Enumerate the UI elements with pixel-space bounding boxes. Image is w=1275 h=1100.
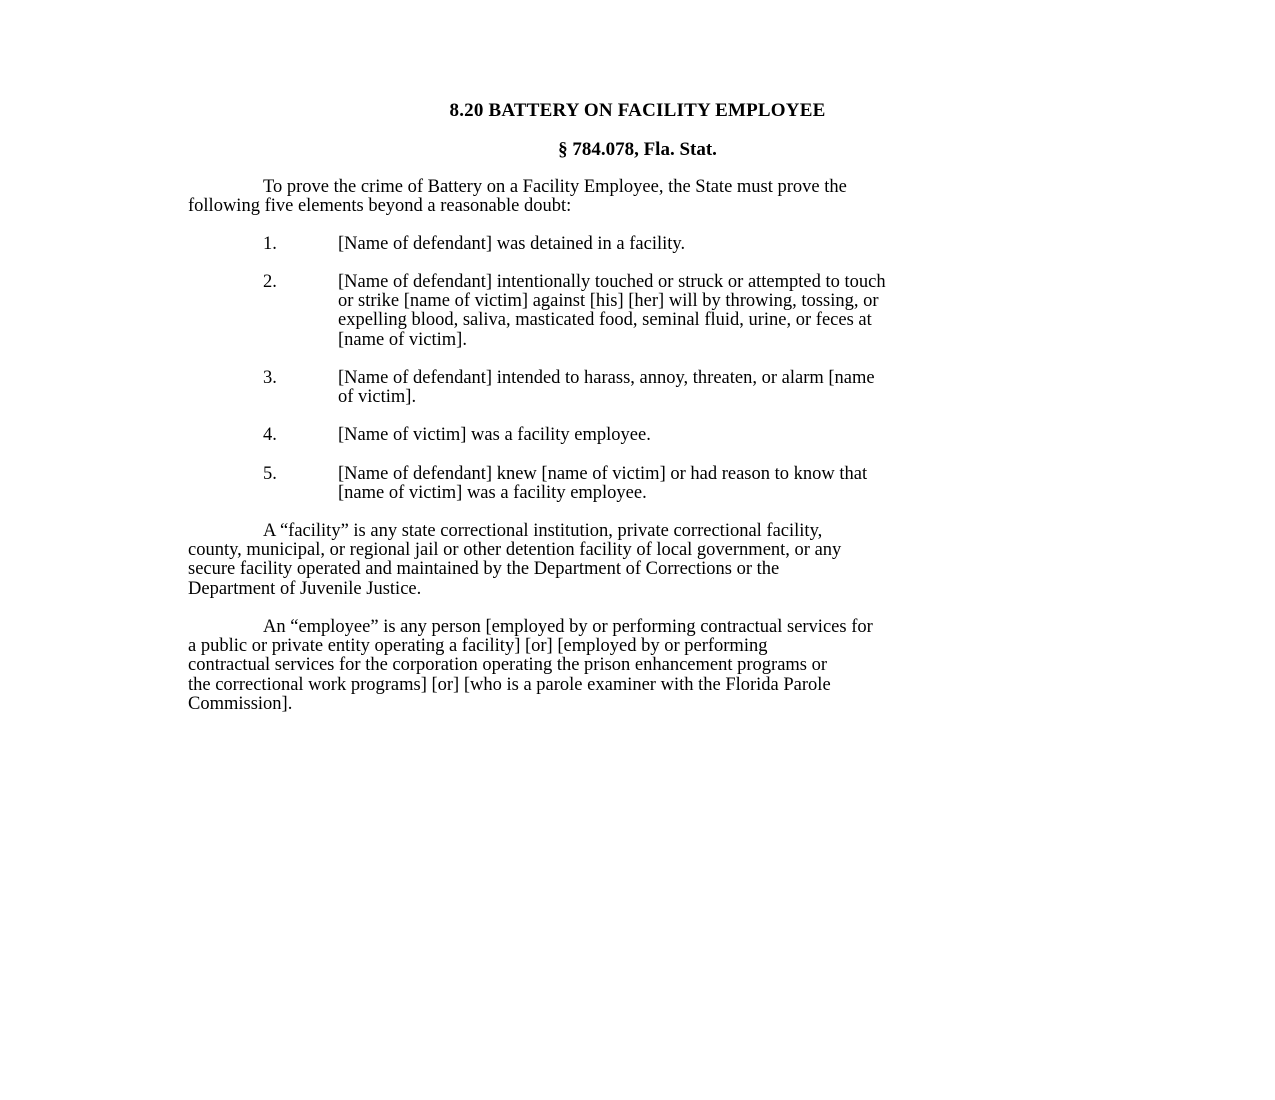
element-line: expelling blood, saliva, masticated food, seminal fluid, urine, or feces at [338,310,872,331]
element-number: 1. [263,234,277,254]
element-text [338,426,1098,445]
element-line: [name of victim]. [338,329,467,350]
employee-definition-paragraph [188,618,1098,714]
facility-line: secure facility operated and maintained by the Department of Corrections or the [188,559,780,580]
element-number: 3. [263,368,277,388]
employee-line: a public or private entity operating a facility] [or] [employed by or performing [188,636,768,657]
element-line: [Name of victim] was a facility employee. [338,425,651,445]
element-text [338,465,1098,503]
element-line: [Name of defendant] intentionally touched or struck or attempted to touch [338,272,886,292]
statute-citation: § 784.078, Fla. Stat. [558,139,717,160]
facility-line: county, municipal, or regional jail or other detention facility of local government, or any [188,540,842,561]
facility-definition-paragraph [188,522,1098,599]
employee-line: An “employee” is any person [employed by or performing contractual services for [263,617,873,637]
element-number: 4. [263,425,277,445]
element-text [338,235,1098,254]
intro-paragraph [188,178,1098,216]
employee-line: contractual services for the corporation operating the prison enhancement programs or [188,655,828,676]
element-line: of victim]. [338,387,417,408]
element-number: 2. [263,272,277,292]
employee-line: Commission]. [188,693,293,714]
page-title: 8.20 BATTERY ON FACILITY EMPLOYEE [449,100,826,121]
element-text [338,273,1098,350]
element-number: 5. [263,464,277,484]
element-line: [Name of defendant] intended to harass, annoy, threaten, or alarm [name [338,368,875,388]
element-line: or strike [name of victim] against [his] [her] will by throwing, tossing, or [338,291,879,312]
intro-line: To prove the crime of Battery on a Facility Employee, the State must prove the [263,177,847,197]
intro-line: following five elements beyond a reasonable doubt: [188,196,572,217]
element-text [338,369,1098,407]
facility-line: Department of Juvenile Justice. [188,578,422,599]
element-line: [name of victim] was a facility employee. [338,483,647,504]
element-line: [Name of defendant] knew [name of victim] or had reason to know that [338,464,868,484]
employee-line: the correctional work programs] [or] [who is a parole examiner with the Florida Parole [188,674,831,695]
element-line: [Name of defendant] was detained in a facility. [338,234,686,254]
facility-line: A “facility” is any state correctional institution, private correctional facility, [263,521,823,541]
